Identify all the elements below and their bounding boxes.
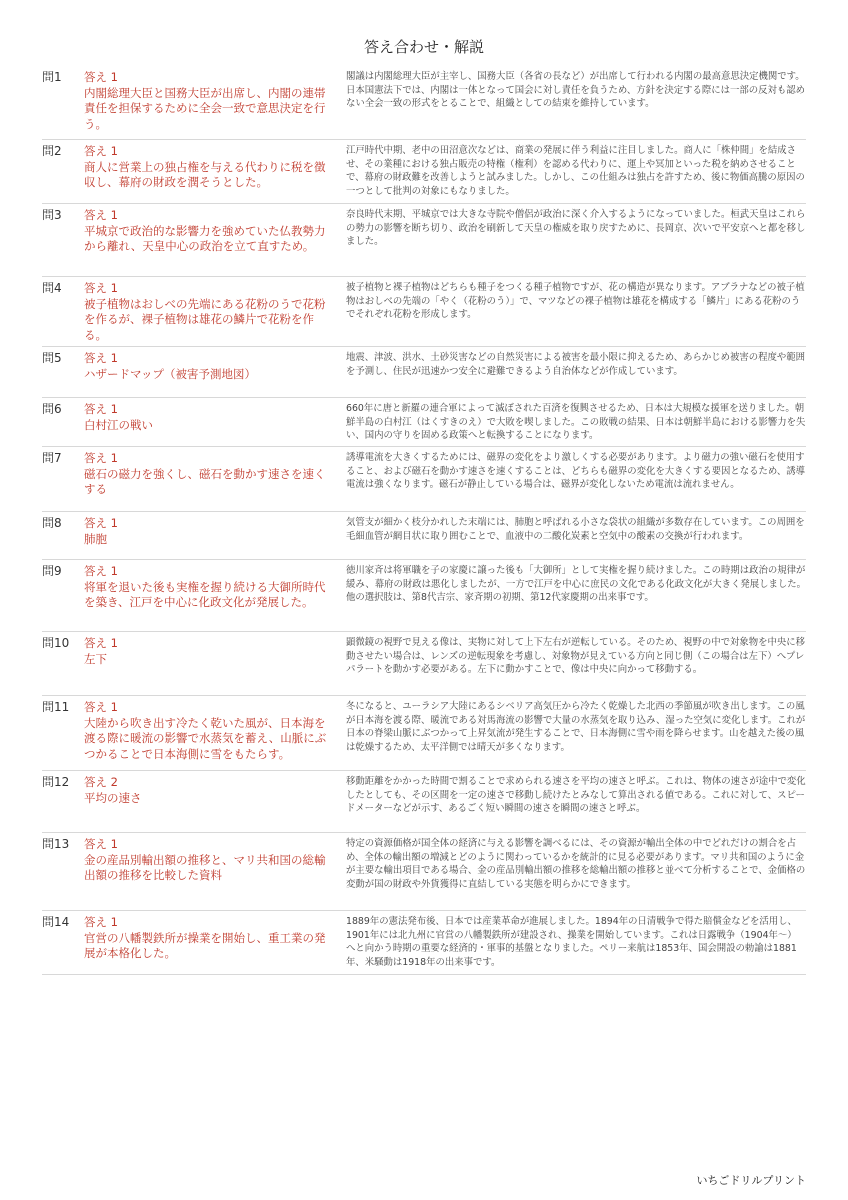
explanation-text: 移動距離をかかった時間で割ることで求められる速さを平均の速さと呼ぶ。これは、物体の速さが途中で変化したとしても、その区間を一定の速さで移動し続けたとみなして算出される値である。これに対して、スピードメーターなどが示す、あるごく短い瞬間の速さを瞬間の速さと呼ぶ。 bbox=[346, 776, 806, 815]
question-number: 問10 bbox=[42, 636, 70, 650]
table-row bbox=[42, 447, 806, 512]
explanation-text: 地震、津波、洪水、土砂災害などの自然災害による被害を最小限に抑えるため、あらかじめ被害の程度や範囲を予測し、住民が迅速かつ安全に避難できるよう自治体などが作成しています。 bbox=[346, 352, 806, 377]
explanation-text: 閣議は内閣総理大臣が主宰し、国務大臣（各省の長など）が出席して行われる内閣の最高意思決定機関です。日本国憲法下では、内閣は一体となって国会に対し責任を負うため、方針を決定する際には一部の反対も認めない全会一致の形式をとることで、組織としての結束を維持しています。 bbox=[346, 71, 806, 110]
table-row bbox=[42, 771, 806, 833]
answer-cell bbox=[84, 632, 342, 695]
answer-text: 内閣総理大臣と国務大臣が出席し、内閣の連帯責任を担保するために全会一致で意思決定を行う。 bbox=[84, 85, 326, 131]
answer-choice: 答え 1 bbox=[84, 402, 118, 416]
answer-choice: 答え 1 bbox=[84, 281, 118, 295]
question-number: 問4 bbox=[42, 281, 62, 295]
answer-cell bbox=[84, 204, 342, 276]
answer-text: 平城京で政治的な影響力を強めていた仏教勢力から離れ、天皇中心の政治を立て直すため。 bbox=[84, 223, 326, 253]
answer-cell bbox=[84, 277, 342, 346]
explanation-text: 江戸時代中期、老中の田沼意次などは、商業の発展に伴う利益に注目しました。商人に「株仲間」を結成させ、その業種における独占販売の特権（権利）を認める代わりに、運上や冥加といった税を納めさせることで、幕府の財政難を改善しようと試みました。しかし、この仕組みは独占を許すため、後に物価高騰の原因の一つとして批判の対象にもなりました。 bbox=[346, 145, 805, 197]
answer-cell bbox=[84, 398, 342, 446]
answer-cell bbox=[84, 560, 342, 631]
table-row bbox=[42, 512, 806, 560]
answer-choice: 答え 1 bbox=[84, 144, 118, 158]
table-row bbox=[42, 632, 806, 696]
answer-text: 平均の速さ bbox=[84, 790, 142, 805]
table-row bbox=[42, 398, 806, 447]
explanation-text: 気管支が細かく枝分かれした末端には、肺胞と呼ばれる小さな袋状の組織が多数存在しています。この周囲を毛細血管が網目状に取り囲むことで、血液中の二酸化炭素と空気中の酸素の交換が行われます。 bbox=[346, 517, 805, 542]
table-row bbox=[42, 833, 806, 911]
question-number: 問2 bbox=[42, 144, 62, 158]
answer-choice: 答え 1 bbox=[84, 208, 118, 222]
answer-text: 商人に営業上の独占権を与える代わりに税を徴収し、幕府の財政を潤そうとした。 bbox=[84, 159, 326, 189]
answer-choice: 答え 1 bbox=[84, 837, 118, 851]
answer-cell bbox=[84, 696, 342, 770]
answer-choice: 答え 2 bbox=[84, 775, 118, 789]
question-number: 問12 bbox=[42, 775, 70, 789]
question-number: 問9 bbox=[42, 564, 62, 578]
answer-choice: 答え 1 bbox=[84, 451, 118, 465]
table-row bbox=[42, 560, 806, 632]
table-row bbox=[42, 140, 806, 204]
answer-choice: 答え 1 bbox=[84, 700, 118, 714]
answer-text: ハザードマップ（被害予測地図） bbox=[84, 366, 257, 381]
question-number: 問5 bbox=[42, 351, 62, 365]
footer-brand: いちごドリルプリント bbox=[696, 1174, 806, 1187]
table-row bbox=[42, 911, 806, 975]
answer-choice: 答え 1 bbox=[84, 915, 118, 929]
explanation-text: 660年に唐と新羅の連合軍によって滅ぼされた百済を復興させるため、日本は大規模な援軍を送りました。朝鮮半島の白村江（はくすきのえ）で大敗を喫しました。この敗戦の結果、日本は朝鮮半島における影響力を失い、国内の守りを固める政策へと転換することになります。 bbox=[346, 403, 806, 442]
answer-cell bbox=[84, 833, 342, 910]
answer-text: 左下 bbox=[84, 651, 107, 666]
explanation-text: 冬になると、ユーラシア大陸にあるシベリア高気圧から冷たく乾燥した北西の季節風が吹き出します。この風が日本海を渡る際、暖流である対馬海流の影響で大量の水蒸気を取り込み、湿った空気に変化します。これが日本の脊梁山脈にぶつかって上昇気流が発生することで、日本海側に雪や雨を降らせます。山を越えた後の風は乾燥するため、太平洋側では晴天が多くなります。 bbox=[346, 701, 806, 753]
question-number: 問3 bbox=[42, 208, 62, 222]
explanation-text: 特定の資源価格が国全体の経済に与える影響を調べるには、その資源が輸出全体の中でどれだけの割合を占め、全体の輸出額の増減とどのように関わっているかを統計的に見る必要があります。マリ共和国のように金が主要な輸出項目である場合、金の産品別輸出額の推移を総輸出額の推移と並べて分析することで、金価格の変動が国の財政や外貨獲得に直結している実態を明らかにできます。 bbox=[346, 838, 806, 890]
question-number: 問8 bbox=[42, 516, 62, 530]
answer-text: 官営の八幡製鉄所が操業を開始し、重工業の発展が本格化した。 bbox=[84, 930, 326, 960]
answer-text: 将軍を退いた後も実権を握り続ける大御所時代を築き、江戸を中心に化政文化が発展した。 bbox=[84, 579, 326, 609]
answer-cell bbox=[84, 140, 342, 203]
table-row bbox=[42, 696, 806, 771]
answer-cell bbox=[84, 447, 342, 511]
question-number: 問11 bbox=[42, 700, 70, 714]
explanation-text: 奈良時代末期、平城京では大きな寺院や僧侶が政治に深く介入するようになっていました。桓武天皇はこれらの勢力の影響を断ち切り、政治を刷新して天皇の権威を取り戻すために、長岡京、次いで平安京へと都を移しました。 bbox=[346, 209, 806, 248]
answer-cell bbox=[84, 771, 342, 832]
table-row bbox=[42, 347, 806, 398]
explanation-text: 顕微鏡の視野で見える像は、実物に対して上下左右が逆転している。そのため、視野の中で対象物を中央に移動させたい場合は、レンズの逆転現象を考慮し、対象物が見えている方向と同じ側（この場合は左下）へプレパラートを動かす必要がある。左下に動かすことで、像は中央に向かって移動する。 bbox=[346, 637, 806, 676]
page-title: 答え合わせ・解説 bbox=[363, 38, 484, 56]
answer-text: 金の産品別輸出額の推移と、マリ共和国の総輸出額の推移を比較した資料 bbox=[84, 852, 326, 882]
answer-text: 磁石の磁力を強くし、磁石を動かす速さを速くする bbox=[84, 466, 326, 496]
question-number: 問13 bbox=[42, 837, 70, 851]
answer-text: 被子植物はおしべの先端にある花粉のうで花粉を作るが、裸子植物は雄花の鱗片で花粉を作る。 bbox=[84, 296, 326, 342]
answer-choice: 答え 1 bbox=[84, 70, 118, 84]
answer-text: 大陸から吹き出す冷たく乾いた風が、日本海を渡る際に暖流の影響で水蒸気を蓄え、山脈にぶつかることで日本海側に雪をもたらす。 bbox=[84, 715, 327, 761]
explanation-text: 被子植物と裸子植物はどちらも種子をつくる種子植物ですが、花の構造が異なります。アブラナなどの被子植物はおしべの先端の「やく（花粉のう）」で、マツなどの裸子植物は雄花を構成する「鱗片」にある花粉のうでそれぞれ花粉を形成します。 bbox=[346, 282, 805, 321]
answer-table bbox=[42, 66, 806, 975]
answer-cell bbox=[84, 347, 342, 397]
answer-choice: 答え 1 bbox=[84, 636, 118, 650]
answer-text: 白村江の戦い bbox=[84, 417, 153, 432]
table-row bbox=[42, 204, 806, 277]
answer-cell bbox=[84, 512, 342, 559]
answer-choice: 答え 1 bbox=[84, 564, 118, 578]
explanation-text: 1889年の憲法発布後、日本では産業革命が進展しました。1894年の日清戦争で得た賠償金などを活用し、1901年には北九州に官営の八幡製鉄所が建設され、操業を開始しています。これは日露戦争（1904年～）へと向かう時期の重要な経済的・軍事的基盤となりました。ペリー来航は1853年、国会開設の勅諭は1881年、米騒動は1918年の出来事です。 bbox=[346, 916, 797, 968]
table-row bbox=[42, 277, 806, 347]
answer-choice: 答え 1 bbox=[84, 516, 118, 530]
answer-choice: 答え 1 bbox=[84, 351, 118, 365]
answer-cell bbox=[84, 66, 342, 139]
explanation-text: 誘導電流を大きくするためには、磁界の変化をより激しくする必要があります。より磁力の強い磁石を使用すること、および磁石を動かす速さを速くすることは、どちらも磁界の変化を大きくする要因となるため、誘導電流は強くなります。磁石が静止している場合は、磁界が変化しないため電流は流れません。 bbox=[346, 452, 806, 491]
explanation-text: 徳川家斉は将軍職を子の家慶に譲った後も「大御所」として実権を握り続けました。この時期は政治の規律が緩み、幕府の財政は悪化しましたが、一方で江戸を中心に庶民の文化である化政文化が大きく発展しました。他の選択肢は、第8代吉宗、家斉期の初期、第12代家慶期の出来事です。 bbox=[346, 565, 806, 604]
question-number: 問7 bbox=[42, 451, 62, 465]
question-number: 問6 bbox=[42, 402, 62, 416]
answer-text: 肺胞 bbox=[84, 531, 107, 546]
answer-cell bbox=[84, 911, 342, 974]
table-row bbox=[42, 66, 806, 140]
question-number: 問14 bbox=[42, 915, 70, 929]
question-number: 問1 bbox=[42, 70, 62, 84]
